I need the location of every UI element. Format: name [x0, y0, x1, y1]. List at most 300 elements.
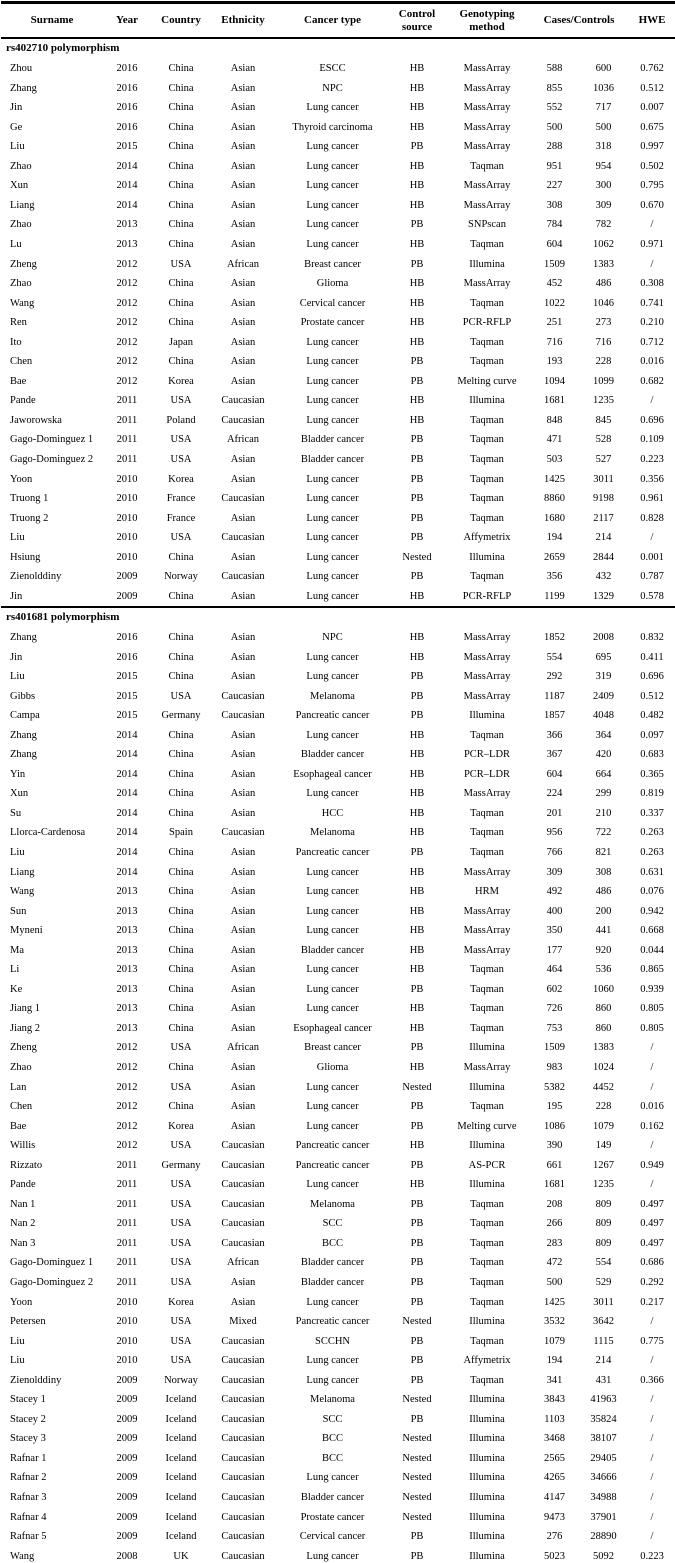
cancer-type-cell: Lung cancer [306, 964, 359, 976]
year-cell: 2012 [116, 1120, 138, 1132]
year-cell: 2010 [116, 1335, 138, 1347]
ethnicity-cell: Asian [230, 590, 256, 602]
ethnicity-cell: Caucasian [221, 493, 265, 505]
ethnicity-cell: Asian [230, 1061, 256, 1073]
genotyping-method-cell: Illumina [469, 1394, 505, 1406]
cases-cell: 552 [546, 102, 563, 114]
cases-cell: 208 [546, 1198, 563, 1210]
country-cell: Iceland [165, 1413, 197, 1425]
table-row [1, 117, 675, 137]
control-source-cell: PB [410, 1198, 424, 1210]
table-row [1, 901, 675, 921]
genotyping-method-cell: Taqman [470, 434, 504, 446]
ethnicity-cell: Caucasian [221, 1433, 265, 1445]
control-source-cell: PB [410, 690, 424, 702]
country-cell: USA [170, 532, 192, 544]
table-row [1, 1468, 675, 1488]
genotyping-method-cell: MassArray [463, 63, 511, 75]
controls-cell: 34988 [590, 1492, 617, 1504]
controls-cell: 29405 [590, 1452, 617, 1464]
country-cell: Iceland [165, 1452, 197, 1464]
country-cell: Germany [161, 1159, 201, 1171]
cases-cell: 356 [546, 571, 563, 583]
surname-cell: Lu [10, 239, 22, 251]
genotyping-method-cell: Taqman [470, 1101, 504, 1113]
hwe-cell: 0.097 [640, 729, 664, 741]
control-source-cell: PB [410, 1042, 424, 1054]
country-cell: China [168, 788, 194, 800]
controls-cell: 1115 [593, 1335, 614, 1347]
genotyping-method-cell: MassArray [463, 199, 511, 211]
cancer-type-cell: Lung cancer [306, 473, 359, 485]
genotyping-method-cell: Taqman [470, 964, 504, 976]
cancer-type-cell: Glioma [316, 1061, 349, 1073]
ethnicity-cell: Asian [230, 671, 256, 683]
year-cell: 2010 [116, 1316, 138, 1328]
control-source-cell: PB [410, 1159, 424, 1171]
surname-cell: Liang [10, 866, 35, 878]
year-cell: 2009 [116, 571, 138, 583]
hwe-cell: 0.942 [640, 905, 664, 917]
country-cell: China [168, 199, 194, 211]
genotyping-method-cell: PCR–LDR [463, 768, 511, 780]
control-source-cell: Nested [402, 1511, 432, 1523]
cancer-type-cell: SCCHN [314, 1335, 350, 1347]
cases-cell: 5023 [544, 1550, 565, 1562]
surname-cell: Yoon [10, 1296, 33, 1308]
control-source-cell: PB [410, 983, 424, 995]
country-cell: USA [170, 1257, 192, 1269]
controls-cell: 920 [595, 944, 612, 956]
column-header-control-source: Control source [390, 3, 444, 39]
hwe-cell: / [650, 1413, 654, 1425]
cases-cell: 276 [546, 1531, 563, 1543]
genotyping-method-cell: Taqman [470, 473, 504, 485]
cases-cell: 1187 [544, 690, 565, 702]
year-cell: 2012 [116, 1101, 138, 1113]
surname-cell: Ren [10, 317, 27, 329]
genotyping-method-cell: MassArray [463, 180, 511, 192]
table-row [1, 98, 675, 118]
year-cell: 2011 [116, 1218, 138, 1230]
ethnicity-cell: Asian [230, 631, 256, 643]
table-row [1, 823, 675, 843]
cases-cell: 227 [546, 180, 563, 192]
country-cell: China [168, 1022, 194, 1034]
table-header [1, 3, 675, 39]
table-row [1, 587, 675, 608]
controls-cell: 34666 [590, 1472, 617, 1484]
year-cell: 2012 [116, 317, 138, 329]
control-source-cell: HB [409, 160, 425, 172]
ethnicity-cell: Asian [230, 454, 256, 466]
surname-cell: Liu [10, 1335, 25, 1347]
controls-cell: 1235 [593, 395, 614, 407]
controls-cell: 273 [595, 317, 612, 329]
controls-cell: 1099 [593, 375, 614, 387]
year-cell: 2014 [116, 846, 138, 858]
cancer-type-cell: Bladder cancer [300, 749, 365, 761]
genotyping-method-cell: Illumina [469, 1042, 505, 1054]
cases-cell: 193 [546, 356, 563, 368]
cancer-type-cell: Lung cancer [306, 160, 359, 172]
hwe-cell: / [650, 219, 654, 231]
cancer-type-cell: Lung cancer [306, 983, 359, 995]
year-cell: 2013 [116, 964, 138, 976]
cases-cell: 3843 [544, 1394, 565, 1406]
table-row [1, 196, 675, 216]
genotyping-method-cell: Melting curve [457, 375, 517, 387]
table-row [1, 1273, 675, 1293]
ethnicity-cell: Caucasian [221, 690, 265, 702]
table-row [1, 1390, 675, 1410]
table-row [1, 647, 675, 667]
hwe-cell: / [650, 1179, 654, 1191]
ethnicity-cell: Asian [230, 375, 256, 387]
country-cell: China [168, 671, 194, 683]
table-row [1, 784, 675, 804]
cancer-type-cell: Prostate cancer [300, 1511, 365, 1523]
cancer-type-cell: Bladder cancer [300, 1492, 365, 1504]
controls-cell: 1235 [593, 1179, 614, 1191]
genotyping-method-cell: Taqman [470, 1296, 504, 1308]
cancer-type-cell: Lung cancer [306, 1101, 359, 1113]
controls-cell: 1079 [593, 1120, 614, 1132]
hwe-cell: 0.939 [640, 983, 664, 995]
ethnicity-cell: Asian [230, 239, 256, 251]
hwe-cell: 0.497 [640, 1198, 664, 1210]
country-cell: China [168, 905, 194, 917]
year-cell: 2013 [116, 219, 138, 231]
genotyping-method-cell: Taqman [470, 983, 504, 995]
cases-cell: 604 [546, 768, 563, 780]
hwe-cell: 0.631 [640, 866, 664, 878]
control-source-cell: HB [409, 729, 425, 741]
control-source-cell: PB [410, 1218, 424, 1230]
surname-cell: Rafnar 5 [10, 1531, 47, 1543]
country-cell: China [168, 964, 194, 976]
ethnicity-cell: Caucasian [221, 1140, 265, 1152]
surname-cell: Zhao [10, 278, 32, 290]
control-source-cell: Nested [402, 1452, 432, 1464]
control-source-cell: HB [409, 768, 425, 780]
controls-cell: 821 [595, 846, 612, 858]
hwe-cell: 0.223 [640, 1550, 664, 1562]
country-cell: China [168, 1061, 194, 1073]
control-source-cell: HB [409, 749, 425, 761]
hwe-cell: 0.016 [640, 356, 664, 368]
hwe-cell: / [650, 1531, 654, 1543]
surname-cell: Liang [10, 199, 35, 211]
cancer-type-cell: Esophageal cancer [293, 1022, 372, 1034]
surname-cell: Rafnar 3 [10, 1492, 47, 1504]
ethnicity-cell: Asian [230, 886, 256, 898]
genotyping-method-cell: Taqman [470, 1237, 504, 1249]
hwe-cell: 0.482 [640, 710, 664, 722]
controls-cell: 318 [595, 141, 612, 153]
year-cell: 2015 [116, 671, 138, 683]
hwe-cell: 0.997 [640, 141, 664, 153]
table-row [1, 843, 675, 863]
ethnicity-cell: African [226, 1042, 260, 1054]
controls-cell: 2117 [593, 512, 614, 524]
controls-cell: 860 [595, 1003, 612, 1015]
genotyping-method-cell: Taqman [470, 160, 504, 172]
cancer-type-cell: Lung cancer [306, 180, 359, 192]
cases-cell: 177 [546, 944, 563, 956]
ethnicity-cell: Asian [230, 1277, 256, 1288]
cancer-type-cell: Lung cancer [306, 532, 359, 544]
table-row [1, 411, 675, 431]
surname-cell: Wang [10, 297, 35, 309]
ethnicity-cell: Asian [230, 63, 256, 75]
control-source-cell: PB [410, 1237, 424, 1249]
table-row [1, 725, 675, 745]
year-cell: 2013 [116, 1022, 138, 1034]
cases-cell: 1022 [544, 297, 565, 309]
country-cell: China [168, 729, 194, 741]
controls-cell: 527 [595, 454, 612, 466]
cancer-type-cell: Esophageal cancer [293, 768, 372, 780]
hwe-cell: 0.832 [640, 631, 664, 643]
country-cell: China [168, 590, 194, 602]
surname-cell: Campa [10, 710, 40, 722]
ethnicity-cell: Asian [230, 356, 256, 368]
ethnicity-cell: Asian [230, 866, 256, 878]
surname-cell: Zhao [10, 219, 32, 231]
ethnicity-cell: Asian [230, 788, 256, 800]
surname-cell: Zhang [10, 729, 37, 741]
genotyping-method-cell: MassArray [463, 651, 511, 663]
year-cell: 2012 [116, 356, 138, 368]
year-cell: 2014 [116, 866, 138, 878]
control-source-cell: HB [409, 866, 425, 878]
genotyping-method-cell: Taqman [470, 807, 504, 819]
control-source-cell: PB [410, 710, 424, 722]
control-source-cell: PB [410, 571, 424, 583]
genotyping-method-cell: Taqman [470, 1218, 504, 1230]
table-row [1, 1195, 675, 1215]
country-cell: Iceland [165, 1472, 197, 1484]
surname-cell: Jiang 2 [10, 1022, 41, 1034]
surname-cell: Liu [10, 532, 25, 544]
ethnicity-cell: Caucasian [221, 1413, 265, 1425]
cases-cell: 716 [546, 336, 563, 348]
cases-cell: 661 [546, 1159, 563, 1171]
cases-cell: 224 [546, 788, 563, 800]
cases-cell: 1425 [544, 1296, 565, 1308]
cases-cell: 471 [546, 434, 563, 446]
country-cell: USA [170, 1237, 192, 1249]
hwe-cell: 0.308 [640, 278, 664, 290]
surname-cell: Jin [10, 590, 23, 602]
control-source-cell: PB [410, 141, 424, 153]
ethnicity-cell: Caucasian [221, 1218, 265, 1230]
ethnicity-cell: Asian [230, 199, 256, 211]
year-cell: 2014 [116, 807, 138, 819]
control-source-cell: PB [410, 512, 424, 524]
ethnicity-cell: Asian [230, 944, 256, 956]
controls-cell: 4048 [593, 710, 614, 722]
control-source-cell: Nested [402, 1394, 432, 1406]
table-row [1, 921, 675, 941]
year-cell: 2012 [116, 297, 138, 309]
country-cell: China [168, 141, 194, 153]
table-row [1, 1253, 675, 1273]
country-cell: China [168, 944, 194, 956]
genotyping-method-cell: Illumina [469, 1316, 505, 1328]
table-row [1, 254, 675, 274]
surname-cell: Nan 1 [10, 1198, 36, 1210]
ethnicity-cell: Asian [230, 473, 256, 485]
ethnicity-cell: Asian [230, 1296, 256, 1308]
ethnicity-cell: Asian [230, 925, 256, 937]
year-cell: 2010 [116, 1296, 138, 1308]
surname-cell: Wang [10, 1550, 35, 1562]
surname-cell: Jin [10, 102, 23, 114]
controls-cell: 600 [595, 63, 612, 75]
controls-cell: 2008 [593, 631, 614, 643]
controls-cell: 228 [595, 1101, 612, 1113]
table-row [1, 862, 675, 882]
control-source-cell: HB [409, 1179, 425, 1191]
genotyping-method-cell: Illumina [469, 1433, 505, 1445]
year-cell: 2015 [116, 141, 138, 153]
cases-cell: 194 [546, 532, 563, 544]
control-source-cell: Nested [402, 551, 432, 563]
cancer-type-cell: Lung cancer [306, 788, 359, 800]
controls-cell: 228 [595, 356, 612, 368]
country-cell: China [168, 121, 194, 133]
ethnicity-cell: Caucasian [221, 1452, 265, 1464]
surname-cell: Yoon [10, 473, 33, 485]
cancer-type-cell: Lung cancer [306, 1120, 359, 1132]
control-source-cell: PB [410, 1355, 424, 1367]
year-cell: 2012 [116, 1081, 138, 1093]
hwe-cell: 0.787 [640, 571, 664, 583]
cases-cell: 1681 [544, 395, 565, 407]
table-row [1, 78, 675, 98]
surname-cell: Xun [10, 180, 29, 192]
year-cell: 2012 [116, 1042, 138, 1054]
country-cell: USA [170, 1198, 192, 1210]
table-row [1, 628, 675, 648]
control-source-cell: HB [409, 631, 425, 643]
country-cell: USA [170, 690, 192, 702]
year-cell: 2013 [116, 1003, 138, 1015]
control-source-cell: HB [409, 121, 425, 133]
section-header-row [1, 38, 675, 59]
controls-cell: 4452 [593, 1081, 614, 1093]
year-cell: 2012 [116, 278, 138, 290]
hwe-cell: 0.356 [640, 473, 664, 485]
country-cell: Japan [169, 336, 193, 348]
hwe-cell: / [650, 258, 654, 270]
genotyping-method-cell: MassArray [463, 788, 511, 800]
genotyping-method-cell: MassArray [463, 102, 511, 114]
country-cell: China [168, 1003, 194, 1015]
hwe-cell: 0.016 [640, 1101, 664, 1113]
country-cell: China [168, 651, 194, 663]
country-cell: China [168, 866, 194, 878]
year-cell: 2016 [116, 651, 138, 663]
surname-cell: Sun [10, 905, 27, 917]
cancer-type-cell: Cervical cancer [299, 1531, 366, 1543]
surname-cell: Rafnar 2 [10, 1472, 47, 1484]
ethnicity-cell: Asian [230, 1081, 256, 1093]
control-source-cell: PB [410, 1101, 424, 1113]
year-cell: 2016 [116, 102, 138, 114]
country-cell: China [168, 631, 194, 643]
control-source-cell: HB [409, 317, 425, 329]
surname-cell: Zheng [10, 1042, 37, 1054]
cases-cell: 283 [546, 1237, 563, 1249]
surname-cell: Yin [10, 768, 26, 780]
genotyping-method-cell: Melting curve [457, 1120, 517, 1132]
cancer-type-cell: Melanoma [310, 1198, 355, 1210]
surname-cell: Bae [10, 1120, 27, 1132]
cases-cell: 308 [546, 199, 563, 211]
table-row [1, 980, 675, 1000]
ethnicity-cell: Asian [230, 141, 256, 153]
genotyping-method-cell: Taqman [470, 1257, 504, 1269]
section-header-label: rs402710 polymorphism [6, 42, 120, 55]
country-cell: China [168, 807, 194, 819]
hwe-cell: 0.819 [640, 788, 664, 800]
country-cell: USA [170, 1335, 192, 1347]
controls-cell: 1329 [593, 590, 614, 602]
table-row [1, 745, 675, 765]
cases-cell: 604 [546, 239, 563, 251]
table-row [1, 391, 675, 411]
surname-cell: Truong 1 [10, 493, 49, 505]
hwe-cell: 0.805 [640, 1022, 664, 1034]
controls-cell: 2409 [593, 690, 614, 702]
controls-cell: 441 [595, 925, 612, 937]
table-row [1, 1331, 675, 1351]
cases-cell: 766 [546, 846, 563, 858]
cancer-type-cell: Lung cancer [306, 356, 359, 368]
year-cell: 2013 [116, 983, 138, 995]
surname-cell: Rafnar 1 [10, 1452, 47, 1464]
controls-cell: 9198 [593, 493, 614, 505]
year-cell: 2014 [116, 160, 138, 172]
table-row [1, 1058, 675, 1078]
control-source-cell: HB [409, 1140, 425, 1152]
country-cell: China [168, 63, 194, 75]
cancer-type-cell: Melanoma [310, 1394, 355, 1406]
control-source-cell: HB [409, 925, 425, 937]
control-source-cell: HB [409, 964, 425, 976]
control-source-cell: HB [409, 278, 425, 290]
cancer-type-cell: Lung cancer [306, 512, 359, 524]
surname-cell: Su [10, 807, 22, 819]
genotyping-method-cell: SNPscan [468, 219, 506, 231]
hwe-cell: / [650, 1042, 654, 1054]
control-source-cell: HB [409, 651, 425, 663]
genotyping-method-cell: Taqman [470, 1277, 504, 1288]
table-row [1, 940, 675, 960]
genotyping-method-cell: Illumina [469, 1081, 505, 1093]
country-cell: China [168, 846, 194, 858]
hwe-cell: 0.961 [640, 493, 664, 505]
controls-cell: 300 [595, 180, 612, 192]
year-cell: 2014 [116, 199, 138, 211]
cancer-type-cell: Lung cancer [306, 1296, 359, 1308]
ethnicity-cell: Caucasian [221, 1179, 265, 1191]
genotyping-method-cell: Illumina [469, 1179, 505, 1191]
hwe-cell: 0.001 [640, 551, 664, 563]
